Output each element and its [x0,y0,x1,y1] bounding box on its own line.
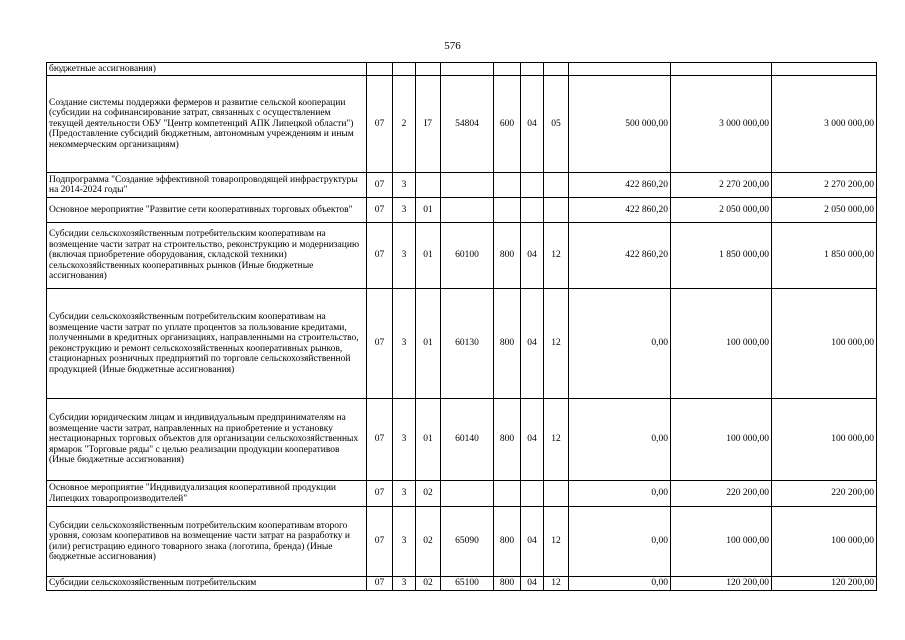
cell-code-7: 12 [544,399,569,481]
cell-amount-1: 0,00 [569,481,671,507]
cell-code-3: 02 [416,481,441,507]
cell-code-2: 3 [393,399,416,481]
cell-code-7: 05 [544,76,569,173]
cell-code-1: 07 [367,289,393,399]
cell-code-5: 800 [494,399,521,481]
cell-amount-1: 0,00 [569,289,671,399]
cell-amount-2: 2 050 000,00 [671,198,772,223]
cell-code-2: 3 [393,223,416,289]
cell-amount-2: 2 270 200,00 [671,173,772,198]
cell-code-1: 07 [367,399,393,481]
cell-code-6: 04 [521,76,544,173]
cell-code-3 [416,63,441,76]
cell-amount-1: 422 860,20 [569,173,671,198]
cell-amount-3: 220 200,00 [772,481,877,507]
cell-code-2: 3 [393,507,416,577]
cell-code-3: 01 [416,289,441,399]
cell-code-2: 3 [393,577,416,591]
cell-amount-1: 0,00 [569,507,671,577]
cell-code-5: 800 [494,289,521,399]
cell-code-5: 800 [494,507,521,577]
cell-code-7: 12 [544,289,569,399]
cell-amount-2: 220 200,00 [671,481,772,507]
cell-code-4: 54804 [441,76,494,173]
table-row [47,173,877,198]
cell-code-6 [521,481,544,507]
cell-code-4: 65100 [441,577,494,591]
cell-amount-2: 3 000 000,00 [671,76,772,173]
cell-code-1: 07 [367,577,393,591]
cell-code-4: 60130 [441,289,494,399]
cell-code-7 [544,481,569,507]
row-description: Основное мероприятие "Индивидуализация кооперативной продукции Липецких товаропроизводителей" [47,481,367,507]
cell-amount-1: 422 860,20 [569,198,671,223]
cell-code-1: 07 [367,507,393,577]
cell-amount-2 [671,63,772,76]
table-row [47,399,877,481]
cell-code-2: 3 [393,198,416,223]
cell-code-1: 07 [367,173,393,198]
cell-amount-3: 2 270 200,00 [772,173,877,198]
cell-amount-2: 100 000,00 [671,507,772,577]
cell-code-7 [544,173,569,198]
cell-code-5: 800 [494,223,521,289]
cell-code-3: 01 [416,223,441,289]
row-description: Субсидии сельскохозяйственным потребительским кооперативам второго уровня, союзам кооперативов на возмещение части затрат на разработку и (или) регистрацию единого товарного знака (логотипа, бренда) (Иные бюджетные ассигнования) [47,507,367,577]
cell-amount-2: 120 200,00 [671,577,772,591]
cell-amount-3: 120 200,00 [772,577,877,591]
cell-code-6 [521,198,544,223]
cell-code-6: 04 [521,399,544,481]
cell-code-2: 3 [393,289,416,399]
cell-code-2: 3 [393,481,416,507]
cell-code-5 [494,198,521,223]
cell-code-3 [416,173,441,198]
cell-code-6: 04 [521,289,544,399]
cell-amount-1: 500 000,00 [569,76,671,173]
cell-code-4: 60140 [441,399,494,481]
cell-code-5 [494,481,521,507]
cell-code-5: 800 [494,577,521,591]
cell-code-3: 02 [416,507,441,577]
table-row [47,63,877,76]
cell-code-6: 04 [521,577,544,591]
cell-code-7 [544,198,569,223]
table-row [47,198,877,223]
row-description: Субсидии сельскохозяйственным потребительским [47,577,367,591]
cell-code-1: 07 [367,76,393,173]
cell-amount-3: 100 000,00 [772,399,877,481]
row-description: Основное мероприятие "Развитие сети кооперативных торговых объектов" [47,198,367,223]
row-description: Подпрограмма "Создание эффективной товаропроводящей инфраструктуры на 2014-2024 годы" [47,173,367,198]
row-description: бюджетные ассигнования) [47,63,367,76]
cell-amount-1: 0,00 [569,399,671,481]
cell-code-3: I7 [416,76,441,173]
cell-code-4: 65090 [441,507,494,577]
cell-code-7: 12 [544,223,569,289]
cell-code-4 [441,173,494,198]
table-row [47,76,877,173]
cell-code-6: 04 [521,223,544,289]
cell-code-6 [521,63,544,76]
row-description: Субсидии юридическим лицам и индивидуальным предпринимателям на возмещение части затрат, направленных на приобретение и установку нестационарных торговых объектов для организации сельскохозяйственных ярмарок "Торговые ряды" с целью реализации продукции кооперативов (Иные бюджетные ассигнования) [47,399,367,481]
cell-code-4 [441,198,494,223]
table-row [47,481,877,507]
cell-code-4 [441,63,494,76]
cell-code-6 [521,173,544,198]
cell-amount-3 [772,63,877,76]
cell-amount-2: 100 000,00 [671,289,772,399]
cell-amount-3: 1 850 000,00 [772,223,877,289]
cell-amount-3: 3 000 000,00 [772,76,877,173]
cell-code-6: 04 [521,507,544,577]
table-row [47,289,877,399]
cell-code-7 [544,63,569,76]
cell-code-1 [367,63,393,76]
cell-code-2: 3 [393,173,416,198]
budget-table [46,62,877,591]
cell-code-2: 2 [393,76,416,173]
cell-amount-3: 100 000,00 [772,289,877,399]
row-description: Субсидии сельскохозяйственным потребительским кооперативам на возмещение части затрат по уплате процентов за пользование кредитами, полученными в кредитных организациях, направленными на строительство, реконструкцию и ремонт сельскохозяйственных кооперативных рынков, стационарных розничных предприятий по торговле сельскохозяйственной продукцией (Иные бюджетные ассигнования) [47,289,367,399]
table-row [47,577,877,591]
cell-amount-1: 422 860,20 [569,223,671,289]
cell-code-4 [441,481,494,507]
cell-amount-2: 1 850 000,00 [671,223,772,289]
cell-code-2 [393,63,416,76]
page-number: 576 [444,40,461,52]
row-description: Субсидии сельскохозяйственным потребительским кооперативам на возмещение части затрат на строительство, реконструкцию и модернизацию (включая приобретение оборудования, складской техники) сельскохозяйственных кооперативных рынков (Иные бюджетные ассигнования) [47,223,367,289]
cell-code-4: 60100 [441,223,494,289]
cell-amount-3: 2 050 000,00 [772,198,877,223]
cell-code-5: 600 [494,76,521,173]
cell-code-5 [494,63,521,76]
table-row [47,507,877,577]
cell-amount-1 [569,63,671,76]
cell-code-7: 12 [544,507,569,577]
cell-amount-2: 100 000,00 [671,399,772,481]
cell-code-1: 07 [367,223,393,289]
cell-code-3: 01 [416,198,441,223]
cell-code-3: 01 [416,399,441,481]
cell-code-3: 02 [416,577,441,591]
cell-amount-1: 0,00 [569,577,671,591]
cell-code-1: 07 [367,481,393,507]
cell-code-1: 07 [367,198,393,223]
cell-amount-3: 100 000,00 [772,507,877,577]
table-row [47,223,877,289]
cell-code-5 [494,173,521,198]
cell-code-7: 12 [544,577,569,591]
row-description: Создание системы поддержки фермеров и развитие сельской кооперации (субсидии на софинансирование затрат, связанных с осуществлением текущей деятельности ОБУ "Центр компетенций АПК Липецкой области") (Предоставление субсидий бюджетным, автономным учреждениям и иным некоммерческим организациям) [47,76,367,173]
